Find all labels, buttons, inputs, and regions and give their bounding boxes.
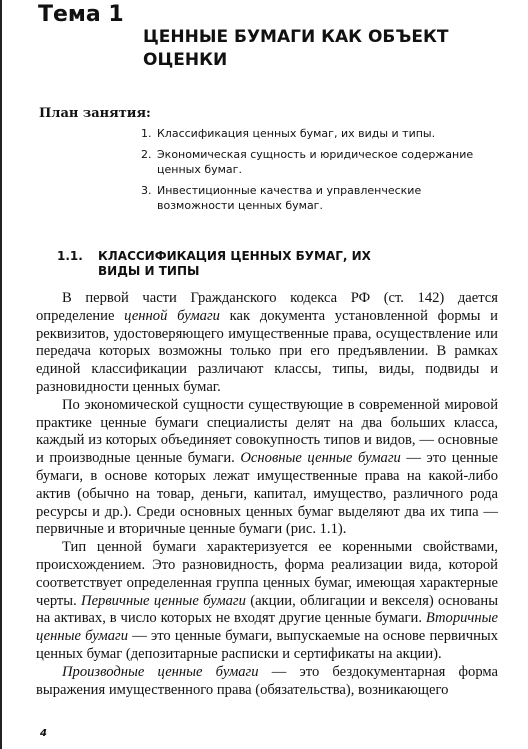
term-italic: Производные ценные бумаги xyxy=(62,663,259,680)
plan-label: План занятия: xyxy=(39,106,151,121)
text-run: По экономической сущности существующие в современной мировой практике ценные бумаги специалисты делят на два больших класса, каждый из которых объединяет совокупность типов и видов, — основные и производные ценные бумаги. xyxy=(36,396,498,467)
text-run: как документа установленной формы и реквизитов, удостоверяющего имущественные права, осуществление или передача которых возможны только при его предъявлении. В рамках единой классификации различают классы, типы, виды, подвиды и разновидности ценных бумаг. xyxy=(36,307,498,395)
text-run: Тип ценной бумаги характеризуется ее коренными свойствами, происхождением. Это разновидность, форма реализации вида, которой соответствует определенная группа ценных бумаг, имеющая характерные черты. xyxy=(36,539,498,609)
text-run: — это бездокументарная форма выражения имущественного права (обязательства), возникающего xyxy=(36,663,499,698)
term-italic: Вторичные ценные бумаги xyxy=(36,610,498,645)
term-italic: Основные ценные бумаги xyxy=(240,450,401,467)
plan-item-text: Инвестиционные качества и управленческие возможности ценных бумаг. xyxy=(157,184,422,212)
section-title: КЛАССИФИКАЦИЯ ЦЕННЫХ БУМАГ, ИХ ВИДЫ И ТИПЫ xyxy=(98,249,371,278)
section-number: 1.1. xyxy=(57,249,83,263)
plan-item-text: Классификация ценных бумаг, их виды и типы. xyxy=(157,127,436,140)
paragraph xyxy=(36,397,498,539)
plan-item-number: 1. xyxy=(141,127,152,140)
plan-item-text: Экономическая сущность и юридическое содержание ценных бумаг. xyxy=(157,148,474,176)
plan-item xyxy=(141,147,491,177)
term-italic: ценной бумаги xyxy=(124,307,220,324)
plan-list xyxy=(141,126,491,219)
body-text xyxy=(36,290,498,699)
paragraph xyxy=(36,539,498,664)
paragraph xyxy=(36,664,498,700)
section-heading xyxy=(57,249,387,279)
plan-item-number: 3. xyxy=(141,184,152,197)
plan-item xyxy=(141,183,491,213)
plan-item xyxy=(141,126,491,141)
term-italic: Первичные ценные бумаги xyxy=(81,592,246,609)
text-run: — это ценные бумаги, в основе которых лежат имущественные права на какой-либо актив (обычно на товар, деньги, капитал, имущество, различного рода ресурсы и др.). Среди основных ценных бумаг выделяют два их типа — первичные и вторичные ценные бумаги (рис. 1.1). xyxy=(36,450,498,538)
paragraph xyxy=(36,290,498,397)
theme-label: Тема 1 xyxy=(38,2,124,27)
text-run: — это ценные бумаги, выпускаемые на основе первичных ценных бумаг (депозитарные расписки и сертификаты на акции). xyxy=(36,628,498,662)
text-run: В первой части Гражданского кодекса РФ (ст. 142) дается определение xyxy=(36,290,498,324)
text-run: (акции, облигации и векселя) основаны на активах, в число которых не входят другие ценные бумаги. xyxy=(36,592,498,627)
plan-item-number: 2. xyxy=(141,148,152,161)
chapter-title: ЦЕННЫЕ БУМАГИ КАК ОБЪЕКТ ОЦЕНКИ xyxy=(143,27,449,70)
page-number: 4 xyxy=(40,728,47,739)
